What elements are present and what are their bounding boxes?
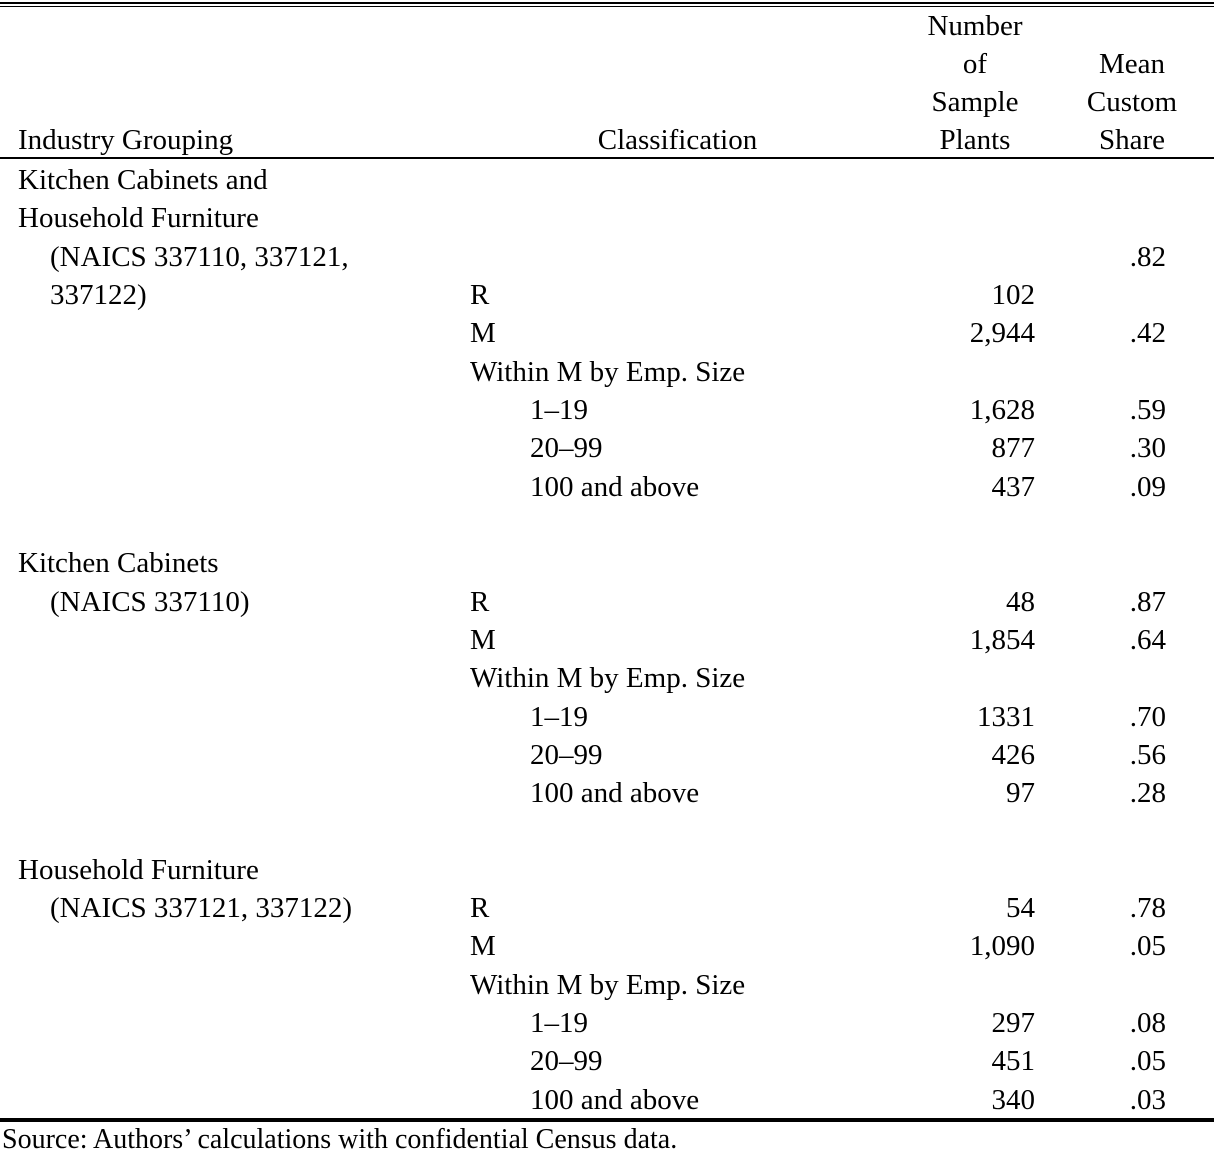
- row-label: Within M by Emp. Size: [470, 356, 746, 388]
- row-count: 1,090: [969, 930, 1035, 962]
- row-share: .05: [1129, 930, 1166, 962]
- row-share: .87: [1129, 586, 1166, 618]
- row-count: 48: [1006, 586, 1035, 618]
- header-share-line-1: Mean: [1098, 48, 1166, 80]
- row-label: 20–99: [530, 1045, 603, 1077]
- row-label: Within M by Emp. Size: [470, 969, 746, 1001]
- row-count: 1,628: [969, 394, 1035, 426]
- header-count-line-1: Number: [927, 10, 1023, 42]
- row-label: 100 and above: [530, 777, 700, 809]
- group-overall-share: .82: [1129, 241, 1166, 273]
- row-share: .59: [1129, 394, 1166, 426]
- group-name-line: Kitchen Cabinets: [18, 547, 219, 579]
- row-share: .64: [1129, 624, 1166, 656]
- row-count: 426: [991, 739, 1035, 771]
- row-share: .08: [1129, 1007, 1166, 1039]
- header-rule: [0, 157, 1214, 159]
- row-count: 97: [1006, 777, 1035, 809]
- row-count: 1,854: [969, 624, 1035, 656]
- row-label: R: [470, 892, 490, 924]
- row-share: .70: [1129, 701, 1166, 733]
- row-share: .30: [1129, 432, 1166, 464]
- row-count: 877: [991, 432, 1035, 464]
- row-share: .56: [1129, 739, 1166, 771]
- row-count: 297: [991, 1007, 1035, 1039]
- row-label: M: [470, 930, 496, 962]
- row-share: .09: [1129, 471, 1166, 503]
- source-note: Source: Authors’ calculations with confidential Census data.: [2, 1124, 678, 1155]
- row-share: .05: [1129, 1045, 1166, 1077]
- group-name-line: Household Furniture: [18, 854, 259, 886]
- row-label: 1–19: [530, 1007, 588, 1039]
- row-count: 1331: [977, 701, 1035, 733]
- row-label: R: [470, 279, 490, 311]
- row-label: 100 and above: [530, 471, 700, 503]
- row-count: 54: [1006, 892, 1035, 924]
- row-label: 20–99: [530, 432, 603, 464]
- group-code-line: (NAICS 337110, 337121,: [50, 241, 349, 273]
- row-count: 451: [991, 1045, 1035, 1077]
- row-count: 340: [991, 1084, 1035, 1116]
- header-count-line-2: of: [962, 48, 988, 80]
- row-label: 100 and above: [530, 1084, 700, 1116]
- row-label: R: [470, 586, 490, 618]
- header-share-line-2: Custom: [1086, 86, 1178, 118]
- group-name-line: Kitchen Cabinets and: [18, 164, 268, 196]
- row-label: M: [470, 317, 496, 349]
- row-share: .78: [1129, 892, 1166, 924]
- group-name-line: Household Furniture: [18, 202, 259, 234]
- group-code-line: 337122): [50, 279, 147, 311]
- row-count: 437: [991, 471, 1035, 503]
- header-count-line-3: Sample: [931, 86, 1019, 118]
- top-rule-inner: [0, 6, 1214, 7]
- row-share: .28: [1129, 777, 1166, 809]
- row-label: 20–99: [530, 739, 603, 771]
- row-label: Within M by Emp. Size: [470, 662, 746, 694]
- row-label: 1–19: [530, 701, 588, 733]
- row-count: 2,944: [969, 317, 1035, 349]
- group-code-line: (NAICS 337121, 337122): [50, 892, 353, 924]
- row-label: M: [470, 624, 496, 656]
- header-count-line-4: Plants: [939, 124, 1011, 156]
- group-code-line: (NAICS 337110): [50, 586, 250, 618]
- bottom-rule: [0, 1118, 1214, 1122]
- header-share-line-3: Share: [1098, 124, 1166, 156]
- row-share: .42: [1129, 317, 1166, 349]
- header-industry-grouping: Industry Grouping: [18, 124, 234, 156]
- row-label: 1–19: [530, 394, 588, 426]
- header-classification: Classification: [597, 124, 758, 156]
- row-count: 102: [991, 279, 1035, 311]
- top-rule: [0, 2, 1214, 4]
- row-share: .03: [1129, 1084, 1166, 1116]
